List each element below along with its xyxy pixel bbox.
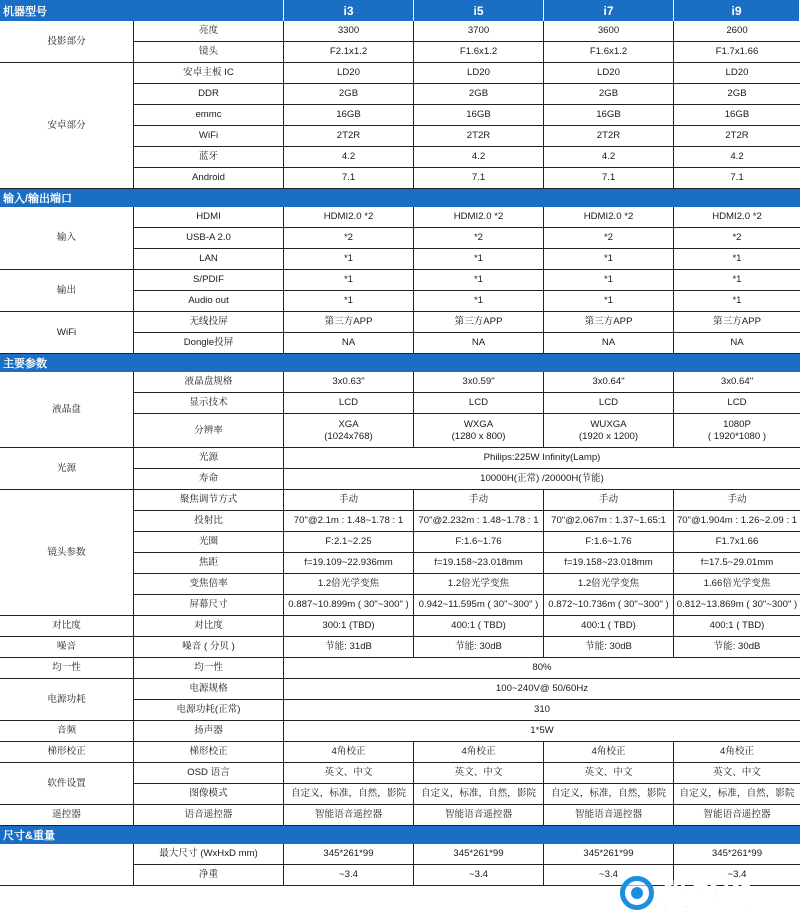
spec-group-label: 均一性	[0, 658, 134, 679]
spec-value-i5: F1.6x1.2	[414, 42, 544, 63]
spec-value-i9: 智能语音遥控器	[674, 805, 800, 826]
spec-value-i9: 节能: 30dB	[674, 637, 800, 658]
spec-value-i7: NA	[544, 333, 674, 354]
spec-value-i3: 节能: 31dB	[284, 637, 414, 658]
spec-value-i9: 手动	[674, 490, 800, 511]
spec-group-label	[0, 844, 134, 886]
spec-label: 变焦倍率	[134, 574, 284, 595]
spec-group-label: 对比度	[0, 616, 134, 637]
spec-value-i3: 自定义，标准，自然，影院	[284, 784, 414, 805]
spec-value-i9: NA	[674, 333, 800, 354]
spec-value-i3: *1	[284, 249, 414, 270]
spec-value-i5: LD20	[414, 63, 544, 84]
spec-value-i3: 第三方APP	[284, 312, 414, 333]
spec-value-i7: 手动	[544, 490, 674, 511]
spec-value-i3: 2T2R	[284, 126, 414, 147]
spec-value-i3: 4角校正	[284, 742, 414, 763]
spec-value-i3: 16GB	[284, 105, 414, 126]
spec-value-i9: 2600	[674, 21, 800, 42]
spec-value-all-models: 10000H(正常) /20000H(节能)	[284, 469, 800, 490]
spec-value-i5: *1	[414, 291, 544, 312]
spec-value-i9: *1	[674, 291, 800, 312]
spec-value-all-models: 100~240V@ 50/60Hz	[284, 679, 800, 700]
spec-value-i9: HDMI2.0 *2	[674, 207, 800, 228]
spec-label: 安卓主板 IC	[134, 63, 284, 84]
spec-group-label: 安卓部分	[0, 63, 134, 189]
spec-value-all-models: 80%	[284, 658, 800, 679]
spec-value-i3: XGA (1024x768)	[284, 414, 414, 448]
spec-group-label: 镜头参数	[0, 490, 134, 616]
spec-value-i7: LCD	[544, 393, 674, 414]
spec-value-i7: *1	[544, 291, 674, 312]
spec-value-i3: 4.2	[284, 147, 414, 168]
spec-value-i5: NA	[414, 333, 544, 354]
spec-value-i5: 3700	[414, 21, 544, 42]
spec-value-i5: f=19.158~23.018mm	[414, 553, 544, 574]
spec-value-i3: 3300	[284, 21, 414, 42]
spec-group-label: 投影部分	[0, 21, 134, 63]
spec-value-i5: *2	[414, 228, 544, 249]
site-watermark	[620, 872, 796, 914]
spec-label: 显示技术	[134, 393, 284, 414]
section-title: 尺寸&重量	[0, 826, 800, 844]
spec-value-i9: 4.2	[674, 147, 800, 168]
spec-value-i7: LD20	[544, 63, 674, 84]
spec-label: 无线投屏	[134, 312, 284, 333]
spec-value-i7: f=19.158~23.018mm	[544, 553, 674, 574]
spec-value-i9: *1	[674, 270, 800, 291]
section-title: 输入/输出端口	[0, 189, 800, 207]
spec-group-label: 输入	[0, 207, 134, 270]
spec-label: USB-A 2.0	[134, 228, 284, 249]
spec-value-i3: NA	[284, 333, 414, 354]
spec-value-i9: 400:1 ( TBD)	[674, 616, 800, 637]
spec-value-i5: LCD	[414, 393, 544, 414]
spec-value-i7: 3600	[544, 21, 674, 42]
spec-value-i5: 3x0.59"	[414, 372, 544, 393]
spec-label: Android	[134, 168, 284, 189]
spec-label: WiFi	[134, 126, 284, 147]
spec-label: 图像模式	[134, 784, 284, 805]
spec-value-i9: ~3.4	[674, 865, 800, 886]
spec-label: 焦距	[134, 553, 284, 574]
spec-value-i9: 3x0.64"	[674, 372, 800, 393]
spec-value-i5: 4.2	[414, 147, 544, 168]
spec-value-i5: 2GB	[414, 84, 544, 105]
spec-label: 光源	[134, 448, 284, 469]
spec-value-i7: *2	[544, 228, 674, 249]
spec-value-i7: 3x0.64"	[544, 372, 674, 393]
spec-label: DDR	[134, 84, 284, 105]
spec-value-i9: 4角校正	[674, 742, 800, 763]
spec-value-i5: HDMI2.0 *2	[414, 207, 544, 228]
spec-label: 最大尺寸 (WxHxD mm)	[134, 844, 284, 865]
spec-value-i3: *2	[284, 228, 414, 249]
spec-label: 电源规格	[134, 679, 284, 700]
spec-value-i5: *1	[414, 249, 544, 270]
spec-group-label: 光源	[0, 448, 134, 490]
spec-value-i9: F1.7x1.66	[674, 42, 800, 63]
spec-label: 亮度	[134, 21, 284, 42]
spec-label: 扬声器	[134, 721, 284, 742]
spec-value-i7: F1.6x1.2	[544, 42, 674, 63]
spec-value-i9: 70"@1.904m : 1.26~2.09 : 1	[674, 511, 800, 532]
spec-value-i9: 7.1	[674, 168, 800, 189]
spec-value-i5: 英文、中文	[414, 763, 544, 784]
spec-value-i5: 70"@2.232m : 1.48~1.78 : 1	[414, 511, 544, 532]
spec-value-i9: *2	[674, 228, 800, 249]
spec-label: 梯形校正	[134, 742, 284, 763]
spec-value-i3: ~3.4	[284, 865, 414, 886]
spec-value-i3: 智能语音遥控器	[284, 805, 414, 826]
spec-value-i3: *1	[284, 270, 414, 291]
spec-value-i5: WXGA (1280 x 800)	[414, 414, 544, 448]
spec-label: 液晶盘规格	[134, 372, 284, 393]
spec-label: 均一性	[134, 658, 284, 679]
header-model-i5: i5	[414, 0, 544, 21]
spec-value-i5: *1	[414, 270, 544, 291]
spec-value-i7: 16GB	[544, 105, 674, 126]
spec-value-i7: 智能语音遥控器	[544, 805, 674, 826]
spec-label: Dongle投屏	[134, 333, 284, 354]
watermark-text: 投影网	[660, 879, 753, 914]
spec-value-i9: 345*261*99	[674, 844, 800, 865]
spec-value-i3: 0.887~10.899m ( 30"~300" )	[284, 595, 414, 616]
spec-label: 噪音 ( 分贝 )	[134, 637, 284, 658]
spec-value-i9: 0.812~13.869m ( 30"~300" )	[674, 595, 800, 616]
spec-label: 电源功耗(正常)	[134, 700, 284, 721]
spec-group-label: 液晶盘	[0, 372, 134, 448]
spec-value-i7: 4角校正	[544, 742, 674, 763]
spec-value-i7: F:1.6~1.76	[544, 532, 674, 553]
spec-value-i7: 4.2	[544, 147, 674, 168]
spec-label: 投射比	[134, 511, 284, 532]
spec-value-i5: F:1.6~1.76	[414, 532, 544, 553]
spec-value-i5: 手动	[414, 490, 544, 511]
spec-value-i5: 7.1	[414, 168, 544, 189]
spec-value-i9: 英文、中文	[674, 763, 800, 784]
spec-value-i9: 1.66倍光学变焦	[674, 574, 800, 595]
spec-value-i9: 1080P ( 1920*1080 )	[674, 414, 800, 448]
spec-value-i3: LD20	[284, 63, 414, 84]
spec-value-all-models: Philips:225W Infinity(Lamp)	[284, 448, 800, 469]
spec-group-label: 电源功耗	[0, 679, 134, 721]
spec-value-i3: F:2.1~2.25	[284, 532, 414, 553]
spec-value-i5: 第三方APP	[414, 312, 544, 333]
header-model-i9: i9	[674, 0, 800, 21]
spec-value-i9: 2GB	[674, 84, 800, 105]
spec-value-i9: f=17.5~29.01mm	[674, 553, 800, 574]
spec-value-i7: 2GB	[544, 84, 674, 105]
spec-value-i7: *1	[544, 249, 674, 270]
spec-group-label: 输出	[0, 270, 134, 312]
spec-value-i7: 0.872~10.736m ( 30"~300" )	[544, 595, 674, 616]
section-title: 主要参数	[0, 354, 800, 372]
spec-label: 光圈	[134, 532, 284, 553]
spec-label: emmc	[134, 105, 284, 126]
spec-value-i3: 300:1 (TBD)	[284, 616, 414, 637]
spec-value-i5: 自定义，标准，自然，影院	[414, 784, 544, 805]
spec-value-i5: 345*261*99	[414, 844, 544, 865]
spec-value-i7: 345*261*99	[544, 844, 674, 865]
spec-value-i9: *1	[674, 249, 800, 270]
header-model-label: 机器型号	[0, 0, 284, 21]
spec-value-i9: LD20	[674, 63, 800, 84]
spec-label: LAN	[134, 249, 284, 270]
spec-label: 分辨率	[134, 414, 284, 448]
spec-value-i5: 400:1 ( TBD)	[414, 616, 544, 637]
watermark-logo-icon	[620, 876, 654, 910]
spec-value-i7: 自定义，标准，自然，影院	[544, 784, 674, 805]
spec-label: HDMI	[134, 207, 284, 228]
spec-label: 寿命	[134, 469, 284, 490]
spec-value-i3: LCD	[284, 393, 414, 414]
spec-value-i3: 2GB	[284, 84, 414, 105]
spec-value-i5: 智能语音遥控器	[414, 805, 544, 826]
spec-label: 净重	[134, 865, 284, 886]
spec-value-i7: HDMI2.0 *2	[544, 207, 674, 228]
spec-label: 对比度	[134, 616, 284, 637]
spec-value-i9: 2T2R	[674, 126, 800, 147]
spec-value-i3: HDMI2.0 *2	[284, 207, 414, 228]
spec-value-i3: 英文、中文	[284, 763, 414, 784]
spec-value-i7: 70"@2.067m : 1.37~1.65:1	[544, 511, 674, 532]
spec-value-all-models: 1*5W	[284, 721, 800, 742]
spec-value-i5: 1.2倍光学变焦	[414, 574, 544, 595]
spec-value-i9: LCD	[674, 393, 800, 414]
spec-value-i7: ~3.4	[544, 865, 674, 886]
spec-label: OSD 语言	[134, 763, 284, 784]
spec-value-i3: 1.2倍光学变焦	[284, 574, 414, 595]
spec-value-i7: 400:1 ( TBD)	[544, 616, 674, 637]
spec-value-i5: 2T2R	[414, 126, 544, 147]
spec-label: Audio out	[134, 291, 284, 312]
spec-value-i7: 2T2R	[544, 126, 674, 147]
spec-label: 聚焦调节方式	[134, 490, 284, 511]
spec-value-i7: 第三方APP	[544, 312, 674, 333]
header-model-i7: i7	[544, 0, 674, 21]
spec-label: 语音遥控器	[134, 805, 284, 826]
spec-value-i7: WUXGA (1920 x 1200)	[544, 414, 674, 448]
spec-value-i9: 16GB	[674, 105, 800, 126]
spec-group-label: 遥控器	[0, 805, 134, 826]
spec-value-i3: *1	[284, 291, 414, 312]
spec-value-i3: 345*261*99	[284, 844, 414, 865]
spec-group-label: 音频	[0, 721, 134, 742]
spec-value-i3: 3x0.63"	[284, 372, 414, 393]
spec-label: 蓝牙	[134, 147, 284, 168]
spec-value-i7: 7.1	[544, 168, 674, 189]
spec-value-i9: F1.7x1.66	[674, 532, 800, 553]
spec-value-i5: 4角校正	[414, 742, 544, 763]
spec-value-i7: 节能: 30dB	[544, 637, 674, 658]
spec-value-i3: F2.1x1.2	[284, 42, 414, 63]
spec-value-i9: 第三方APP	[674, 312, 800, 333]
spec-value-i3: 7.1	[284, 168, 414, 189]
spec-value-i5: 节能: 30dB	[414, 637, 544, 658]
header-model-i3: i3	[284, 0, 414, 21]
spec-value-i3: 70"@2.1m : 1.48~1.78 : 1	[284, 511, 414, 532]
spec-group-label: 噪音	[0, 637, 134, 658]
spec-value-i7: *1	[544, 270, 674, 291]
spec-value-all-models: 310	[284, 700, 800, 721]
spec-value-i5: 16GB	[414, 105, 544, 126]
spec-value-i5: ~3.4	[414, 865, 544, 886]
spec-group-label: 梯形校正	[0, 742, 134, 763]
spec-label: S/PDIF	[134, 270, 284, 291]
spec-label: 屏幕尺寸	[134, 595, 284, 616]
spec-value-i5: 0.942~11.595m ( 30"~300" )	[414, 595, 544, 616]
spec-label: 镜头	[134, 42, 284, 63]
spec-value-i3: f=19.109~22.936mm	[284, 553, 414, 574]
spec-value-i3: 手动	[284, 490, 414, 511]
spec-group-label: 软件设置	[0, 763, 134, 805]
spec-value-i7: 1.2倍光学变焦	[544, 574, 674, 595]
spec-group-label: WiFi	[0, 312, 134, 354]
spec-value-i7: 英文、中文	[544, 763, 674, 784]
spec-value-i9: 自定义，标准，自然，影院	[674, 784, 800, 805]
